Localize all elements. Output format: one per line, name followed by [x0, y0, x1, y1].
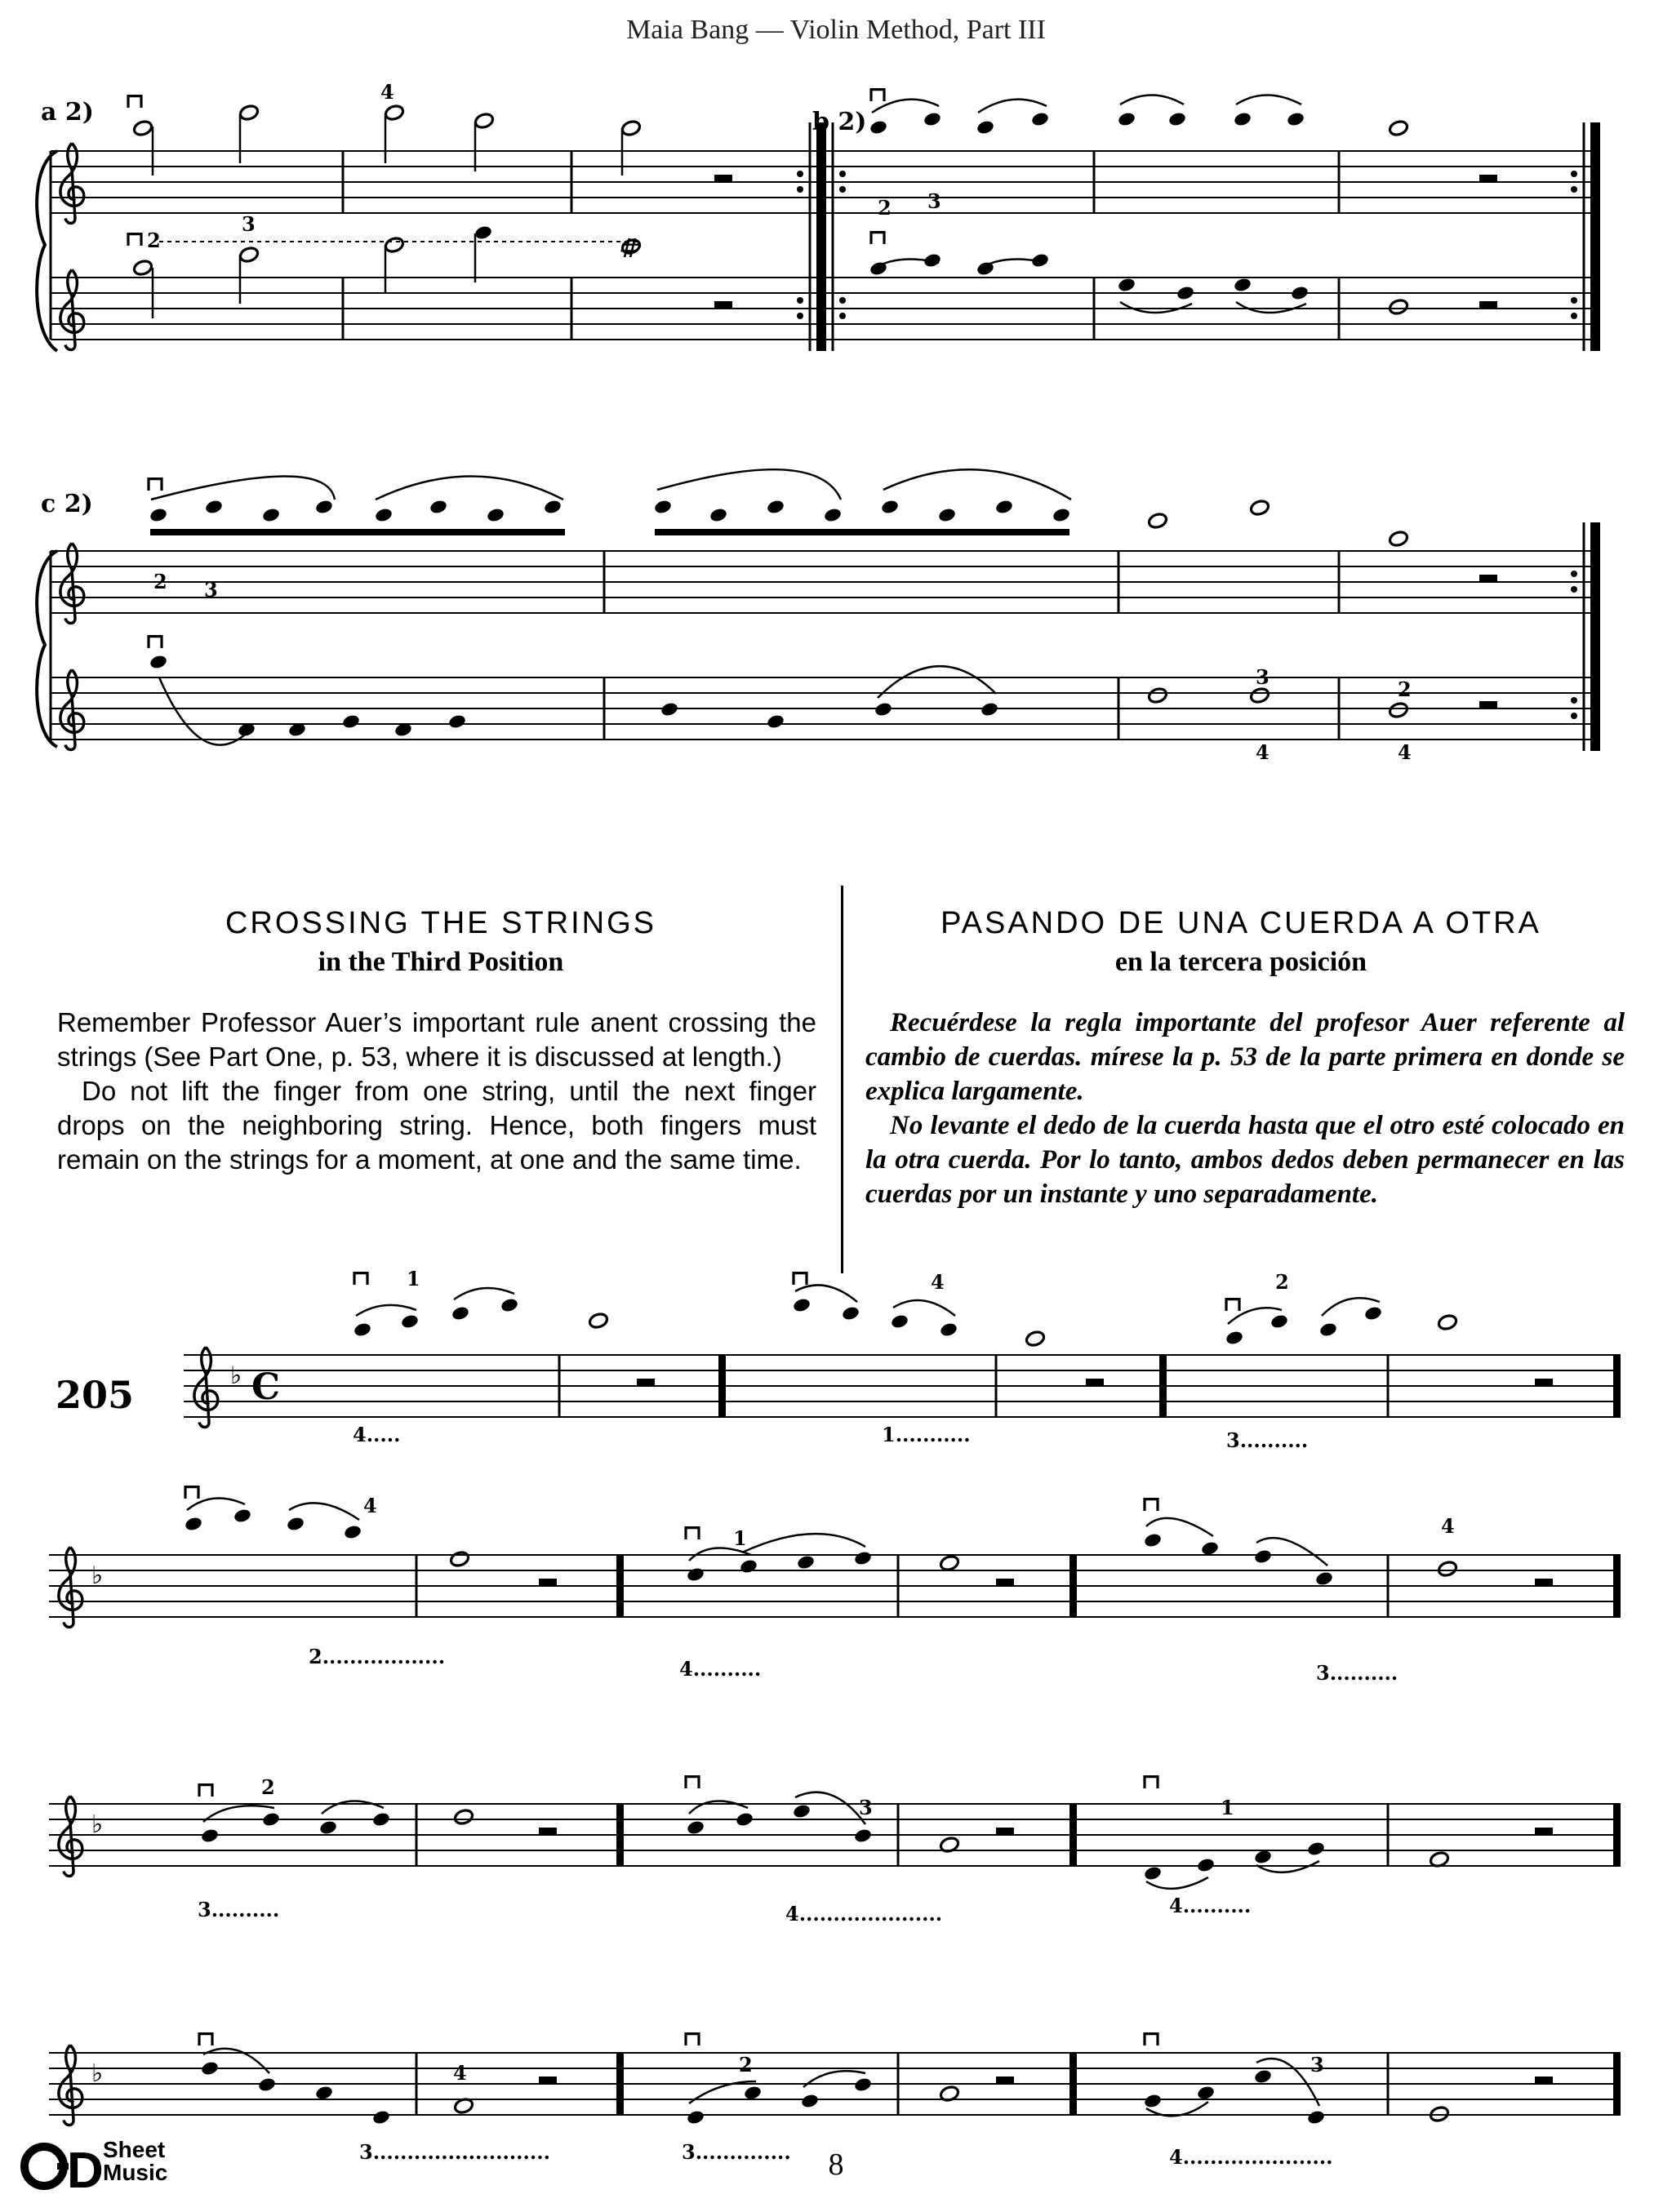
- fingering: 2: [878, 196, 892, 220]
- fingering: 3: [1256, 665, 1270, 689]
- system-2: [37, 469, 1600, 751]
- fingering: 3: [1310, 2053, 1324, 2077]
- fingering: 4: [1398, 740, 1412, 764]
- fingering: 2: [739, 2053, 753, 2077]
- fingering: 1...........: [882, 1423, 971, 1446]
- section-title-en: CROSSING THE STRINGS: [225, 906, 657, 940]
- fingering: 3..............: [682, 2140, 791, 2164]
- page-header: Maia Bang — Violin Method, Part III: [626, 15, 1046, 45]
- fingering: 4..........: [1169, 1894, 1252, 1917]
- fingering: 4: [380, 80, 394, 104]
- instructions-es-paragraph: No levante el dedo de la cuerda hasta que el otro esté colocado en la otra cuerda. Por lo tanto, ambos dedos deben permanecer en las cuerdas por un instante y uno separadamente.: [865, 1111, 1625, 1209]
- logo-text-line-2: Music: [103, 2160, 168, 2185]
- fingering: 4: [363, 1494, 377, 1517]
- instructions-es-paragraph: Recuérdese la regla importante del profesor Auer referente al cambio de cuerdas. mírese la p. 53 de la parte primera en donde se explica largamente.: [865, 1008, 1625, 1106]
- svg-text:D: D: [67, 2143, 104, 2199]
- fingering: 2: [1398, 677, 1412, 701]
- instructions-en: [57, 1006, 816, 1177]
- fingering: 2: [261, 1775, 275, 1799]
- svg-text:♭: ♭: [91, 1810, 104, 1839]
- page-number: 8: [828, 2148, 844, 2182]
- fingering: 3: [859, 1796, 873, 1819]
- example-label-b: b 2): [812, 108, 867, 136]
- fingering: 3..........: [1226, 1428, 1309, 1452]
- fingering: 1: [407, 1267, 420, 1290]
- fingering: 3: [242, 212, 256, 236]
- instructions-en-paragraph: Do not lift the finger from one string, until the next finger drops on the neighboring string. Hence, both fingers must remain on the strings for a moment, at one and the same time.: [57, 1076, 816, 1175]
- fingering: 4: [453, 2061, 467, 2085]
- column-divider: [841, 886, 843, 1273]
- fingering: 3: [927, 189, 941, 213]
- section-title-es: PASANDO DE UNA CUERDA A OTRA: [940, 906, 1541, 940]
- section-subtitle-es: en la tercera posición: [1114, 947, 1367, 977]
- example-label-a: a 2): [41, 98, 94, 127]
- example-label-c: c 2): [41, 490, 93, 518]
- fingering: 2: [153, 570, 167, 593]
- fingering: 3: [204, 578, 218, 602]
- exercise-205: [49, 1273, 1621, 2125]
- logo-text-line-1: Sheet: [103, 2137, 166, 2162]
- fingering: 1: [733, 1526, 747, 1550]
- svg-text:♭: ♭: [230, 1361, 242, 1390]
- fingering: 4: [1256, 740, 1270, 764]
- fingering: 4.....................: [785, 1902, 943, 1926]
- fingering: 2: [1275, 1270, 1289, 1294]
- fingering: 2: [147, 229, 161, 252]
- svg-text:C: C: [251, 1366, 281, 1408]
- fingering: 3..........................: [359, 2140, 550, 2164]
- svg-text:#: #: [619, 233, 641, 264]
- instructions-es: [865, 1006, 1625, 1211]
- fingering: 4......................: [1169, 2145, 1333, 2169]
- fingering: 3..........: [198, 1898, 280, 1921]
- fingering: 4: [931, 1270, 945, 1294]
- svg-text:♭: ♭: [91, 2059, 104, 2088]
- exercise-number: 205: [56, 1373, 135, 1417]
- fingering: 2..................: [309, 1645, 446, 1668]
- fingering: 4.....: [353, 1423, 401, 1446]
- svg-text:♭: ♭: [91, 1561, 104, 1590]
- fingering: 4: [1441, 1514, 1455, 1538]
- fingering: 1: [1221, 1796, 1234, 1819]
- fingering: 4..........: [679, 1657, 762, 1681]
- instructions-en-paragraph: Remember Professor Auer’s important rule anent crossing the strings (See Part One, p. 53, where it is discussed at length.): [57, 1007, 816, 1072]
- section-subtitle-en: in the Third Position: [318, 947, 564, 977]
- fingering: 3..........: [1316, 1661, 1399, 1685]
